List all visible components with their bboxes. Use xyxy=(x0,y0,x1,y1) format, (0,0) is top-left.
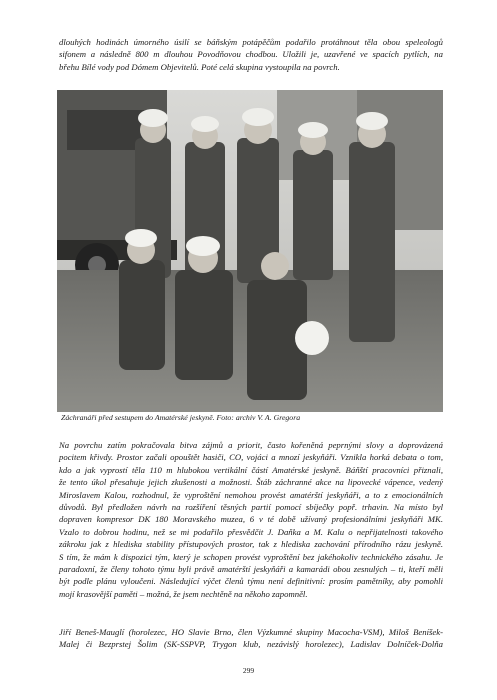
text-line: sifonem a následně 800 m dlouhou Povodňovou chodbou. Uložili je, uzavřené ve spacích pytlích, na xyxy=(59,49,443,60)
text-line: Jiří Beneš-Mauglí (horolezec, HO Slavie Brno, člen Výzkumné skupiny Macocha-VSM), Miloš Beníšek- xyxy=(59,627,443,637)
photo-group-of-rescuers xyxy=(57,90,443,412)
text-line: zákroku jak z hlediska stability přístupových prostor, tak z hlediska zachování přírodního rázu jeskyně. xyxy=(59,539,443,550)
page-number: 299 xyxy=(242,666,255,675)
text-line: břehu Bílé vody pod Dómem Objevitelů. Poté celá skupina vystoupila na povrch. xyxy=(59,61,340,72)
text-line: pocitem křivdy. Prostor začali opouštět hasiči, CO, vojáci a mnozí jeskyňáři. Vznikla horká debata o tom, xyxy=(59,452,443,463)
main-paragraph xyxy=(59,439,443,600)
group-photo xyxy=(57,90,443,412)
text-line: dlouhých hodinách úmorného úsilí se báňským potápěčům podařilo protáhnout těla obou speleologů xyxy=(59,37,443,47)
photo-caption: Záchranáři před sestupem do Amatérské jeskyně. Foto: archiv V. A. Gregora xyxy=(61,413,301,422)
team-list-paragraph xyxy=(59,626,443,651)
text-line: mojí krasovější paměti – možná, že jsem nechtěně na někoho zapomněl. xyxy=(59,588,308,599)
intro-paragraph xyxy=(59,36,443,73)
text-line: kdo a jak vyprostí těla 110 m hlubokou vertikální částí Amatérské jeskyně. Báňští pracovníci přiznali, xyxy=(59,464,443,475)
text-line: být podle plánu vyloučeni. Následující výčet členů týmu není definitivní: prosím pamětníky, aby pomohli xyxy=(59,576,443,587)
text-line: že tento úkol přesahuje jejich zkušenosti a možnosti. Štáb záchranné akce na lipovecké vápence, vedený xyxy=(59,477,443,488)
text-line: S tím, že mám k dispozici tým, který je schopen provést vyproštění bez jakéhokoliv technického zásahu. Je xyxy=(59,551,443,562)
text-line: Malej či Bezprstej Šolim (SK-SSPVP, Trygon klub, nezávislý horolezec), Ladislav Dolníček-Dolňa xyxy=(59,639,443,650)
text-line: dopraven kompresor DK 180 Moravského muzea, 6 v té době užívaný profesionálními jeskyňáři MK. xyxy=(59,514,443,525)
text-line: Na povrchu zatím pokračovala bitva zájmů a priorit, často kořeněná peprnými slovy a doprovázená xyxy=(59,440,443,450)
text-line: Vzalo to dobrou hodinu, než se mi podařilo přesvědčit J. Daňka a M. Kalu o nepřijatelnosti takového xyxy=(59,526,443,537)
text-line: paradoxní, že členy tohoto týmu byli právě amatérští jeskyňáři a kamarádi obou zesnulých – ti, kteří měli xyxy=(59,564,443,575)
text-line: Miroslavem Kalou, rozhodnul, že vyproštění nemohou provést amatérští jeskyňáři, a to z emocionálních xyxy=(59,489,443,500)
text-line: důvodů. Byl předložen návrh na rozšíření těsných partií pomocí sbíječky popř. trhavin. Na místo byl xyxy=(59,502,443,513)
